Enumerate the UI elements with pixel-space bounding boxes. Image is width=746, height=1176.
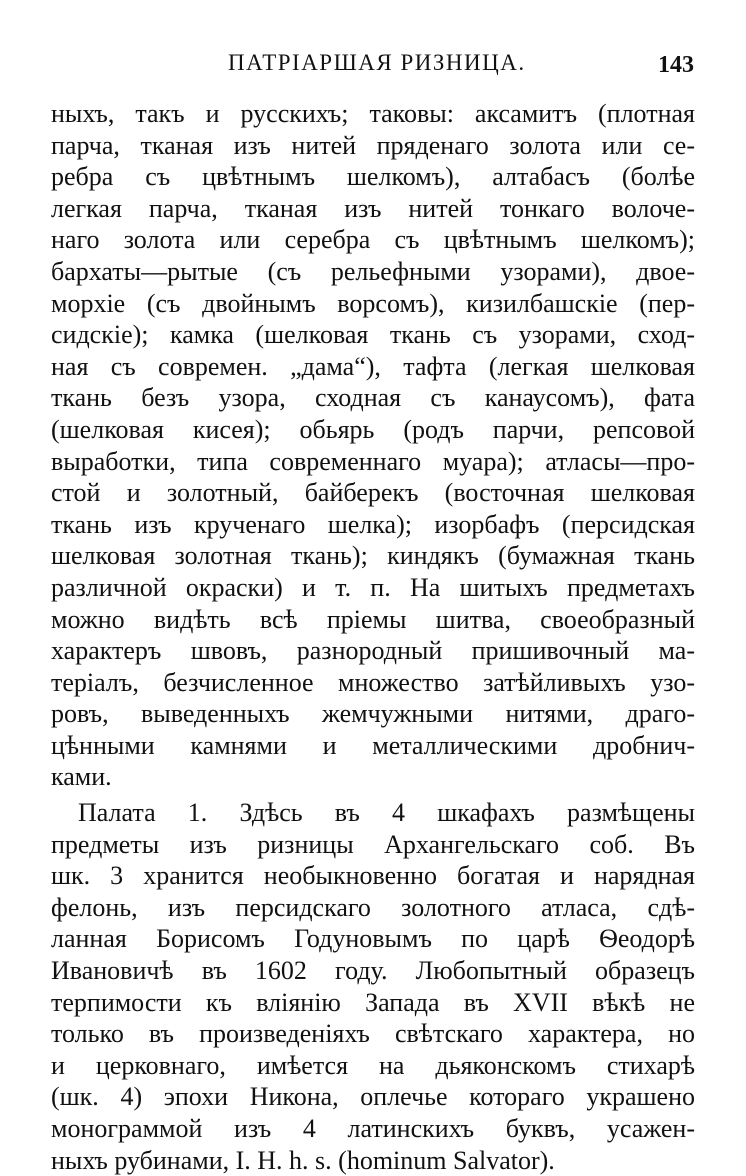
text-line: можно видѣть всѣ пріемы шитва, своеобразный	[51, 604, 695, 634]
text-line: ками.	[51, 762, 112, 792]
text-line: (шк. 4) эпохи Никона, оплечье котораго украшено	[51, 1082, 695, 1112]
text-line: шк. 3 хранится необыкновенно богатая и нарядная	[51, 861, 695, 891]
text-line: различной окраски) и т. п. На шитыхъ предметахъ	[51, 572, 695, 602]
text-line: ткань безъ узора, сходная съ канаусомъ), фата	[51, 383, 695, 413]
text-line: предметы изъ ризницы Архангельскаго соб. Въ	[51, 829, 695, 859]
text-line: и церковнаго, имѣется на дьяконскомъ стихарѣ	[51, 1050, 695, 1080]
text-line: Ивановичѣ въ 1602 году. Любопытный образецъ	[51, 956, 695, 986]
text-line: фелонь, изъ персидскаго золотного атласа, сдѣ-	[51, 892, 695, 922]
text-line: ныхъ, такъ и русскихъ; таковы: аксамитъ (плотная	[51, 99, 695, 128]
text-line: цѣнными камнями и металлическими дробнич-	[51, 730, 695, 760]
text-line: ланная Борисомъ Годуновымъ по царѣ Ѳеодорѣ	[51, 924, 695, 954]
text-line: ная съ современ. „дама“), тафта (легкая шелковая	[51, 351, 695, 381]
text-line: (шелковая кисея); обьярь (родъ парчи, репсовой	[51, 414, 695, 444]
text-line: ребра съ цвѣтнымъ шелкомъ), алтабасъ (болѣе	[51, 162, 695, 192]
text-line: монограммой изъ 4 латинскихъ буквъ, усажен-	[51, 1114, 695, 1143]
text-line: ровъ, выведенныхъ жемчужными нитями, драго-	[51, 699, 695, 729]
paragraph-1	[51, 98, 695, 793]
text-line: наго золота или серебра съ цвѣтнымъ шелкомъ);	[51, 225, 695, 255]
text-line: парча, тканая изъ нитей пряденаго золота или се-	[51, 130, 695, 160]
text-line: терпимости къ вліянію Запада въ XVII вѣкѣ не	[51, 987, 695, 1017]
running-header	[0, 50, 746, 84]
text-line: ткань изъ крученаго шелка); изорбафъ (персидская	[51, 509, 695, 539]
text-line: морхіе (съ двойнымъ ворсомъ), кизилбашскіе (пер-	[51, 288, 695, 318]
body-text	[51, 98, 695, 1176]
text-line: теріалъ, безчисленное множество затѣйливыхъ узо-	[51, 667, 695, 697]
text-line: шелковая золотная ткань); киндякъ (бумажная ткань	[51, 541, 695, 571]
text-line: ныхъ рубинами, I. H. h. s. (hominum Salvator).	[51, 1145, 555, 1175]
text-line: сидскіе); камка (шелковая ткань съ узорами, сход-	[51, 320, 695, 350]
text-line: легкая парча, тканая изъ нитей тонкаго волоче-	[51, 193, 695, 223]
page-number: 143	[658, 52, 694, 78]
paragraph-2	[51, 797, 695, 1176]
text-line: Палата 1. Здѣсь въ 4 шкафахъ размѣщены	[78, 798, 695, 828]
text-line: только въ произведеніяхъ свѣтскаго характера, но	[51, 1019, 695, 1049]
running-title: ПАТРІАРШАЯ РИЗНИЦА.	[228, 50, 526, 75]
text-line: характеръ швовъ, разнородный пришивочный ма-	[51, 636, 695, 666]
text-line: стой и золотный, байберекъ (восточная шелковая	[51, 478, 695, 508]
text-line: выработки, типа современнаго муара); атласы—про-	[51, 446, 695, 476]
text-line: бархаты—рытые (съ рельефными узорами), двое-	[51, 256, 695, 286]
